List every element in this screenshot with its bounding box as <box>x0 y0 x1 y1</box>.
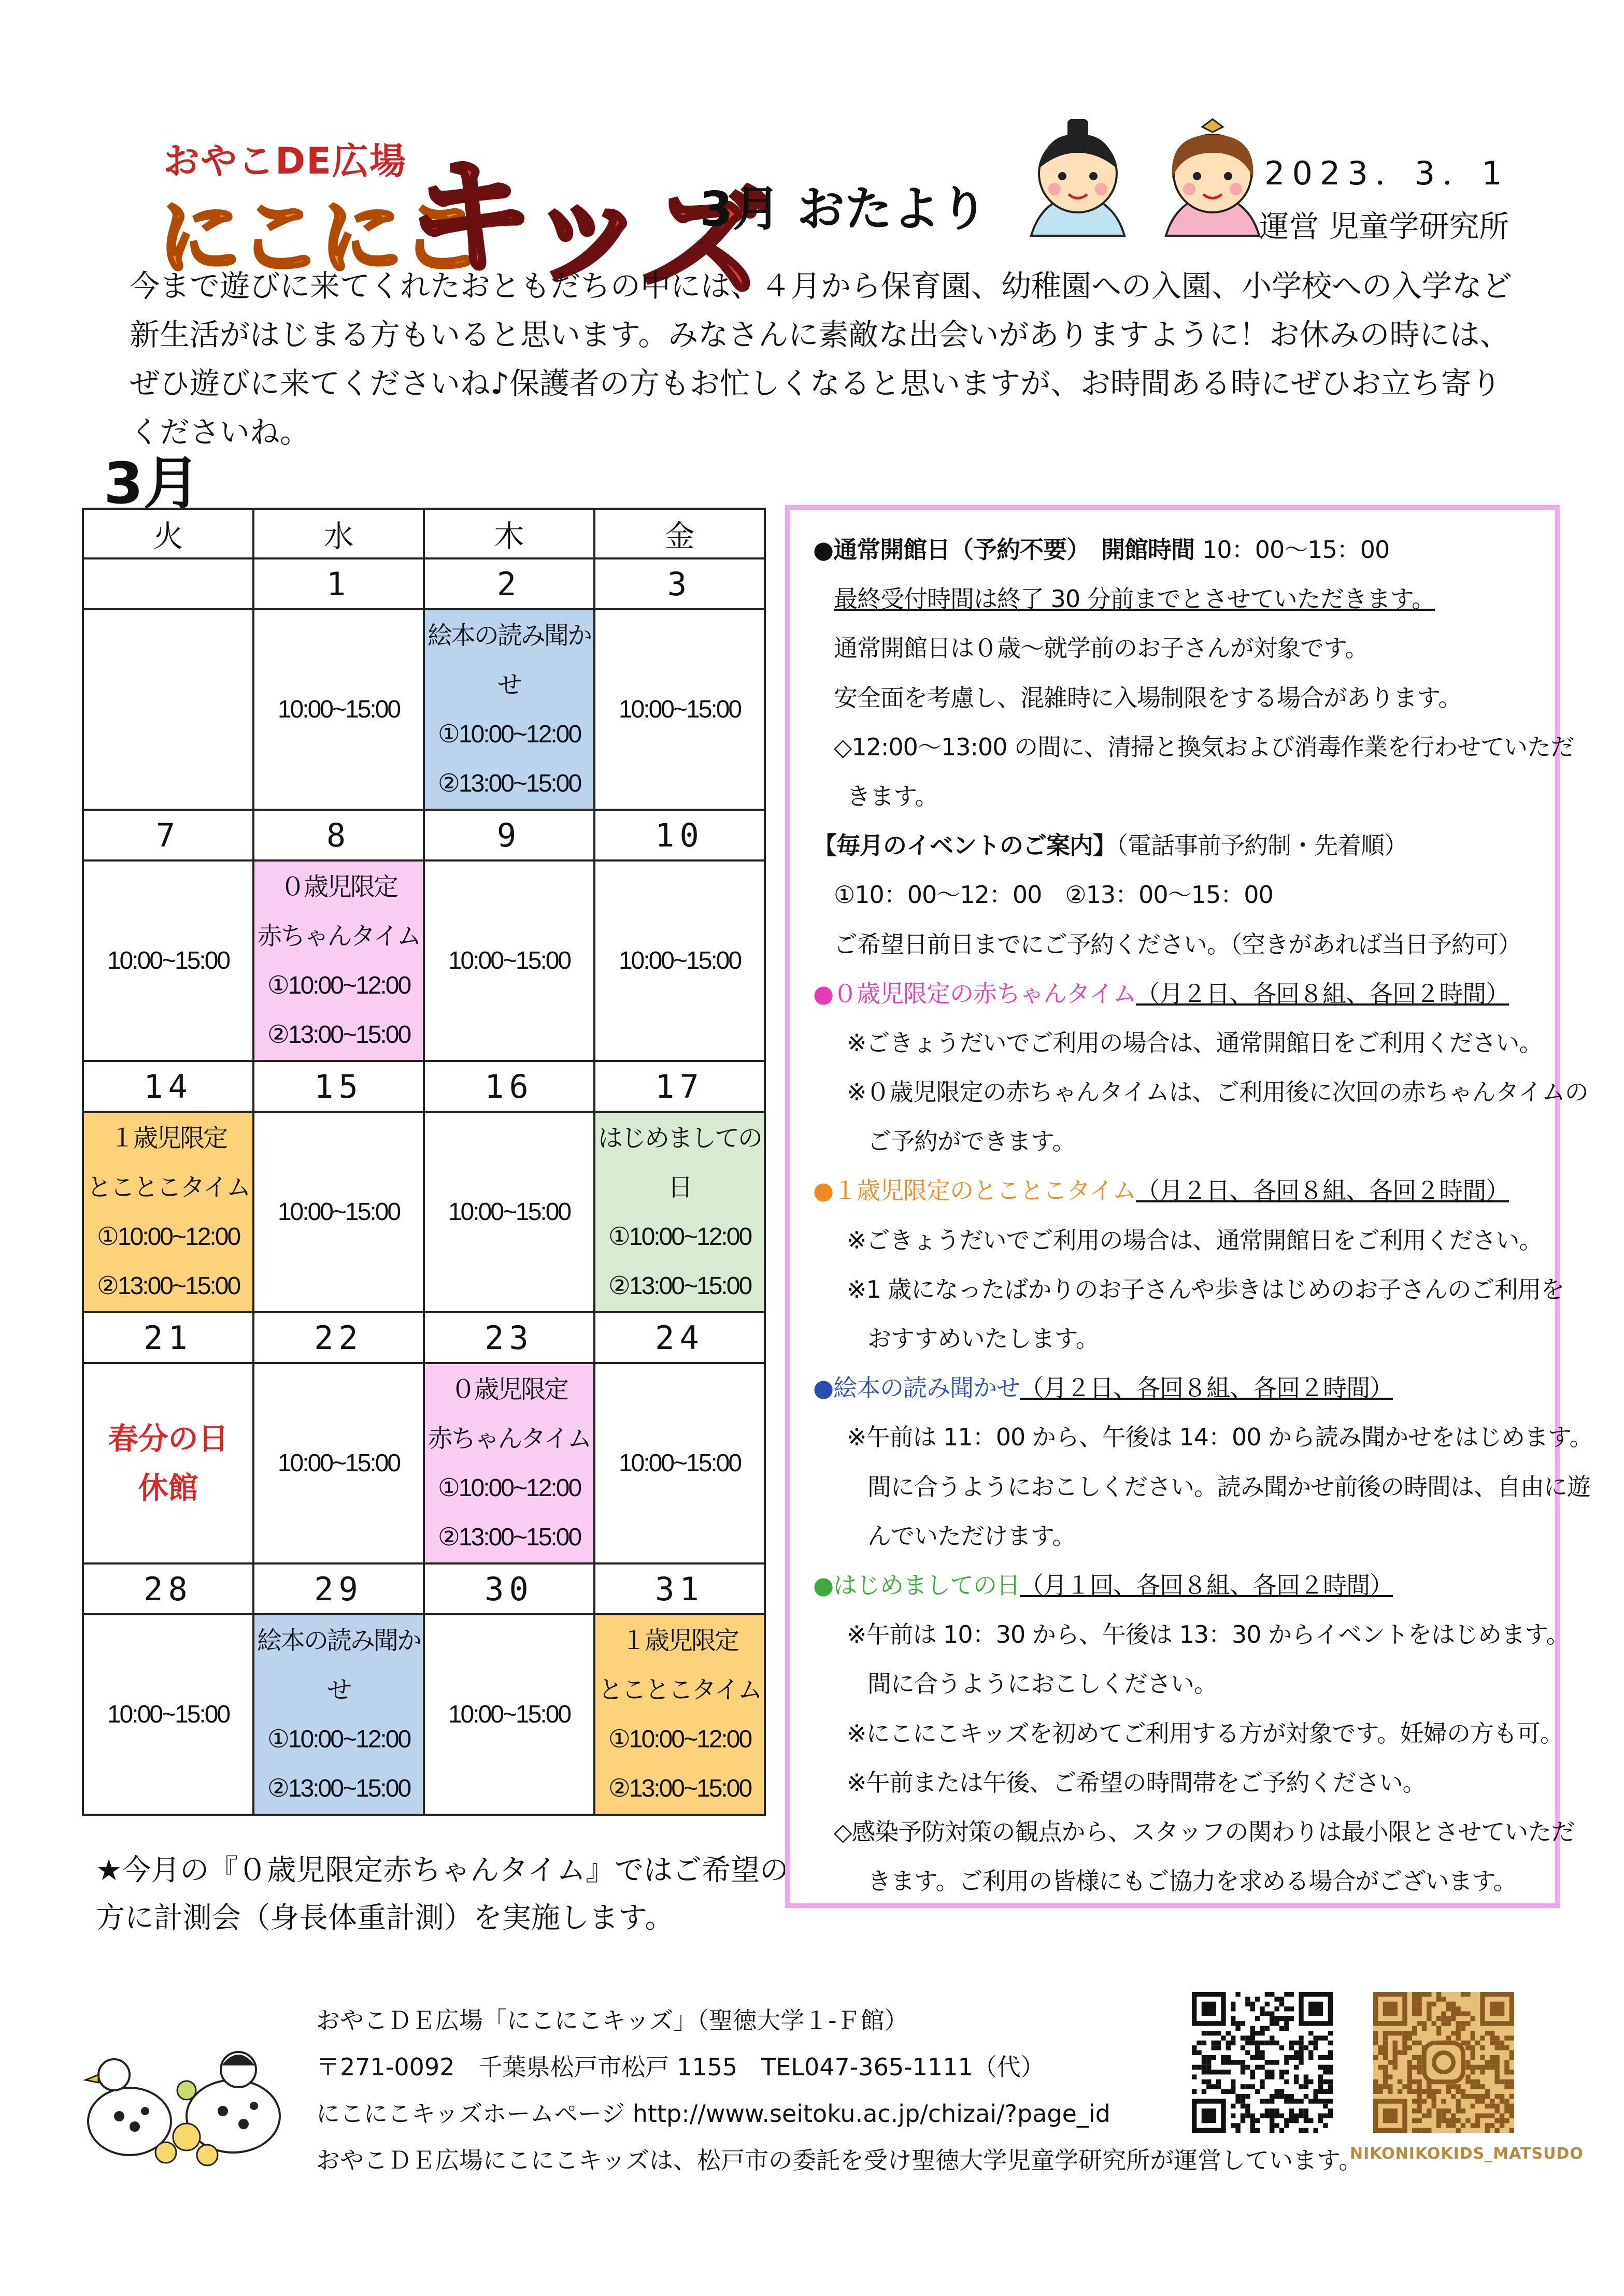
date-number: 14 <box>83 1061 253 1112</box>
footer-venue: おやこＤＥ広場「にこにこキッズ」（聖徳大学１-Ｆ館） <box>316 2006 908 2034</box>
info-line <box>813 1709 1563 1758</box>
info-segment: ◇12:00～13:00 の間に、清掃と換気および消毒作業を行わせていただ <box>834 733 1574 761</box>
cell-line: 10:00~15:00 <box>277 1450 400 1477</box>
info-segment: ※ごきょうだいでご利用の場合は、通常開館日をご利用ください。 <box>847 1226 1543 1254</box>
calendar-day-cell <box>594 1614 765 1815</box>
info-segment: ●０歳児限定の赤ちゃんタイム <box>813 979 1136 1008</box>
date-number: 31 <box>594 1563 765 1614</box>
cell-line: 赤ちゃんタイム <box>428 1425 591 1453</box>
cell-line: 10:00~15:00 <box>618 1450 741 1477</box>
calendar-day-cell <box>594 860 765 1061</box>
cell-line: 10:00~15:00 <box>107 947 230 974</box>
logo-kids-text: キッズ <box>402 138 770 320</box>
cell-line: とことこタイム <box>598 1676 761 1704</box>
cell-line: ②13:00~15:00 <box>437 769 581 797</box>
info-segment: （月２日、各回８組、各回２時間） <box>1136 1176 1509 1205</box>
info-segment: （月１回、各回８組、各回２時間） <box>1020 1571 1393 1599</box>
info-segment: 最終受付時間は終了 30 分前までとさせていただきます。 <box>834 585 1435 613</box>
cell-line: ②13:00~15:00 <box>96 1272 240 1300</box>
date-number: 9 <box>424 810 594 860</box>
calendar-day-cell <box>594 609 765 810</box>
cell-line: 10:00~15:00 <box>448 1701 571 1728</box>
info-segment: ※午前は 11：00 から、午後は 14：00 から読み聞かせをはじめます。 <box>847 1423 1593 1452</box>
cell-line: １歳児限定 <box>621 1627 738 1655</box>
weekday-header: 金 <box>594 509 765 558</box>
weekday-header: 火 <box>83 509 253 558</box>
calendar-event-row <box>83 860 765 1061</box>
info-line <box>813 1018 1554 1068</box>
info-segment: ※ごきょうだいでご利用の場合は、通常開館日をご利用ください。 <box>847 1028 1543 1057</box>
cell-line: ①10:00~12:00 <box>437 720 581 748</box>
cell-line: ①10:00~12:00 <box>608 1725 751 1753</box>
calendar-event-row <box>83 1614 765 1815</box>
calendar-day-cell <box>253 1614 424 1815</box>
info-segment: 間に合うようにおこしください。読み聞かせ前後の時間は、自由に遊 <box>867 1472 1590 1501</box>
calendar-event-row <box>83 609 765 810</box>
cell-line: ０歳児限定 <box>450 1375 567 1403</box>
cell-line: ①10:00~12:00 <box>267 1725 410 1753</box>
info-segment: ※０歳児限定の赤ちゃんタイムは、ご利用後に次回の赤ちゃんタイムの <box>847 1078 1588 1107</box>
instagram-qr-icon[interactable] <box>1373 1992 1514 2133</box>
info-box <box>785 505 1593 1908</box>
cell-line: とことこタイム <box>87 1173 250 1201</box>
issue-date: 2023．3．1 <box>1264 154 1509 192</box>
cell-line: ②13:00~15:00 <box>608 1272 751 1300</box>
date-number: 22 <box>253 1312 424 1363</box>
cell-line: ①10:00~12:00 <box>96 1223 240 1251</box>
cell-line: 10:00~15:00 <box>618 696 741 723</box>
info-segment: ●１歳児限定のとことこタイム <box>813 1176 1136 1205</box>
calendar-day-cell <box>83 609 253 810</box>
info-segment: ◇感染予防対策の観点から、スタッフの関わりは最小限とさせていただ <box>834 1817 1575 1846</box>
calendar-day-cell <box>424 860 594 1061</box>
date-number <box>83 558 253 609</box>
info-line <box>813 1561 1554 1610</box>
info-segment: んでいただけます。 <box>867 1522 1076 1550</box>
newsletter-title: 3月 おたより <box>700 181 988 237</box>
date-number: 23 <box>424 1312 594 1363</box>
info-line <box>813 525 1554 575</box>
calendar-date-row <box>83 558 765 609</box>
date-number: 16 <box>424 1061 594 1112</box>
info-line <box>813 1413 1593 1462</box>
info-segment: きます。 <box>847 782 938 810</box>
info-segment: ①10：00～12：00 ②13：00～15：00 <box>834 881 1273 909</box>
calendar-day-cell <box>253 609 424 810</box>
info-segment: ご希望日前日までにご予約ください。（空きがあれば当日予約可） <box>834 930 1521 958</box>
info-line <box>813 870 1554 920</box>
footer-homepage-link[interactable]: にこにこキッズホームページ http://www.seitoku.ac.jp/chizai/?page_id <box>316 2100 1110 2128</box>
date-number: 3 <box>594 558 765 609</box>
info-line <box>813 624 1554 673</box>
calendar-date-row <box>83 1312 765 1363</box>
calendar-day-cell <box>83 1363 253 1563</box>
info-segment: 安全面を考慮し、混雑時に入場制限をする場合があります。 <box>834 683 1462 712</box>
calendar-header-row <box>83 509 765 558</box>
info-line <box>813 673 1554 723</box>
cell-line: はじめましての日 <box>597 1124 761 1201</box>
cell-line: ０歳児限定 <box>280 873 397 901</box>
info-segment: きます。ご利用の皆様にもご協力を求める場合がございます。 <box>867 1867 1517 1896</box>
cell-line: ①10:00~12:00 <box>608 1223 751 1251</box>
hina-dolls-illustration <box>1010 117 1280 246</box>
duck-family-illustration <box>83 2033 290 2168</box>
info-segment: ご予約ができます。 <box>867 1127 1076 1156</box>
cell-line: 10:00~15:00 <box>277 1198 400 1226</box>
cell-line: 10:00~15:00 <box>448 947 571 974</box>
date-number: 21 <box>83 1312 253 1363</box>
cell-line: ①10:00~12:00 <box>267 971 410 999</box>
date-number: 24 <box>594 1312 765 1363</box>
date-number: 1 <box>253 558 424 609</box>
footer-note: おやこＤＥ広場にこにこキッズは、松戸市の委託を受け聖徳大学児童学研究所が運営しています。 <box>316 2146 1363 2174</box>
cell-line: ②13:00~15:00 <box>437 1523 581 1551</box>
cell-line: 春分の日 <box>108 1422 229 1456</box>
info-segment: ●通常開館日（予約不要） 開館時間 <box>813 536 1203 564</box>
info-segment: ●はじめましての日 <box>813 1571 1020 1599</box>
info-line <box>813 1462 1590 1512</box>
info-segment: おすすめいたします。 <box>867 1325 1099 1353</box>
info-line <box>813 1166 1554 1215</box>
info-line <box>813 723 1574 772</box>
info-segment: 間に合うようにおこしください。 <box>867 1670 1217 1698</box>
info-line <box>813 920 1554 969</box>
calendar-day-cell <box>83 1614 253 1815</box>
info-segment: ※にこにこキッズを初めてご利用する方が対象です。妊婦の方も可。 <box>847 1719 1563 1747</box>
info-line <box>813 1364 1554 1413</box>
date-number: 8 <box>253 810 424 860</box>
month-heading: 3月 <box>104 450 201 516</box>
info-segment: ※午前または午後、ご希望の時間帯をご予約ください。 <box>847 1768 1426 1797</box>
cell-line: 10:00~15:00 <box>107 1701 230 1728</box>
cell-line: ②13:00~15:00 <box>608 1774 751 1802</box>
calendar-day-cell <box>253 860 424 1061</box>
calendar-day-cell <box>424 609 594 810</box>
date-number: 2 <box>424 558 594 609</box>
info-line <box>813 1758 1554 1807</box>
operator-label: 運営 児童学研究所 <box>1259 209 1509 244</box>
cell-line: ②13:00~15:00 <box>267 1021 410 1049</box>
info-line <box>813 1659 1554 1709</box>
calendar-event-row <box>83 1363 765 1563</box>
intro-paragraph: 今まで遊びに来てくれたおともだちの中には、４月から保育園、幼稚園への入園、小学校への入学など新生活がはじまる方もいると思います。みなさんに素敵な出会いがありますように！お休みの時には、ぜひ遊びに来てくださいね♪保護者の方もお忙しくなると思いますが、お時間ある時にぜひお立ち寄りくださいね。 <box>130 268 1513 450</box>
event-calendar <box>82 508 766 1816</box>
calendar-day-cell <box>424 1614 594 1815</box>
calendar-date-row <box>83 1061 765 1112</box>
info-line <box>813 1117 1554 1166</box>
calendar-day-cell <box>424 1363 594 1563</box>
info-segment: ●絵本の読み聞かせ <box>813 1374 1020 1402</box>
info-line <box>813 1068 1588 1117</box>
cell-line: １歳児限定 <box>109 1124 226 1152</box>
info-line <box>813 772 1554 821</box>
cell-line: ②13:00~15:00 <box>267 1774 410 1802</box>
date-number: 30 <box>424 1563 594 1614</box>
qr-code-icon[interactable] <box>1192 1992 1333 2133</box>
info-segment: （電話事前予約制・先着順） <box>1116 831 1407 860</box>
info-line <box>813 1512 1554 1561</box>
info-line <box>813 1857 1554 1906</box>
cell-line: 休館 <box>138 1471 198 1505</box>
info-line <box>813 1807 1575 1857</box>
logo-small-text: おやこDE広場 <box>163 140 407 182</box>
info-line <box>813 1610 1570 1659</box>
calendar-day-cell <box>83 860 253 1061</box>
info-line <box>813 821 1554 870</box>
date-number: 7 <box>83 810 253 860</box>
info-line <box>813 969 1554 1018</box>
calendar-event-row <box>83 1112 765 1312</box>
cell-line: ①10:00~12:00 <box>437 1474 581 1502</box>
info-line <box>813 575 1554 624</box>
date-number: 17 <box>594 1061 765 1112</box>
info-line <box>813 1265 1564 1314</box>
info-segment: ※1 歳になったばかりのお子さんや歩きはじめのお子さんのご利用を <box>847 1275 1564 1303</box>
info-segment: 通常開館日は０歳～就学前のお子さんが対象です。 <box>834 634 1369 663</box>
calendar-day-cell <box>253 1363 424 1563</box>
cell-line: 10:00~15:00 <box>618 947 741 974</box>
info-segment: 【毎月のイベントのご案内】 <box>813 831 1116 860</box>
weekday-header: 木 <box>424 509 594 558</box>
calendar-date-row <box>83 1563 765 1614</box>
date-number: 28 <box>83 1563 253 1614</box>
info-line <box>813 1216 1554 1265</box>
cell-line: 赤ちゃんタイム <box>257 922 420 950</box>
info-segment: ※午前は 10：30 から、午後は 13：30 からイベントをはじめます。 <box>847 1620 1570 1649</box>
calendar-day-cell <box>424 1112 594 1312</box>
calendar-date-row <box>83 810 765 860</box>
date-number: 29 <box>253 1563 424 1614</box>
calendar-day-cell <box>594 1112 765 1312</box>
calendar-day-cell <box>83 1112 253 1312</box>
calendar-day-cell <box>253 1112 424 1312</box>
info-segment: （月２日、各回８組、各回２時間） <box>1136 979 1509 1008</box>
cell-line: 絵本の読み聞かせ <box>257 1627 420 1704</box>
instagram-handle: NIKONIKOKIDS_MATSUDO <box>1350 2145 1584 2163</box>
calendar-day-cell <box>594 1363 765 1563</box>
footer-address: 〒271-0092 千葉県松戸市松戸 1155 TEL047-365-1111（代） <box>316 2053 1045 2081</box>
info-segment: （月２日、各回８組、各回２時間） <box>1020 1374 1393 1402</box>
measurement-footnote: ★今月の『０歳児限定赤ちゃんタイム』ではご希望の方に計測会（身長体重計測）を実施します。 <box>96 1854 789 1935</box>
cell-line: 絵本の読み聞かせ <box>427 622 591 699</box>
info-segment: 10：00～15：00 <box>1202 536 1390 564</box>
date-number: 10 <box>594 810 765 860</box>
cell-line: 10:00~15:00 <box>448 1198 571 1226</box>
info-line <box>813 1314 1554 1364</box>
date-number: 15 <box>253 1061 424 1112</box>
logo-main-text: にこにこ <box>158 189 482 286</box>
cell-line: 10:00~15:00 <box>277 696 400 723</box>
weekday-header: 水 <box>253 509 424 558</box>
info-lines <box>813 525 1593 1906</box>
